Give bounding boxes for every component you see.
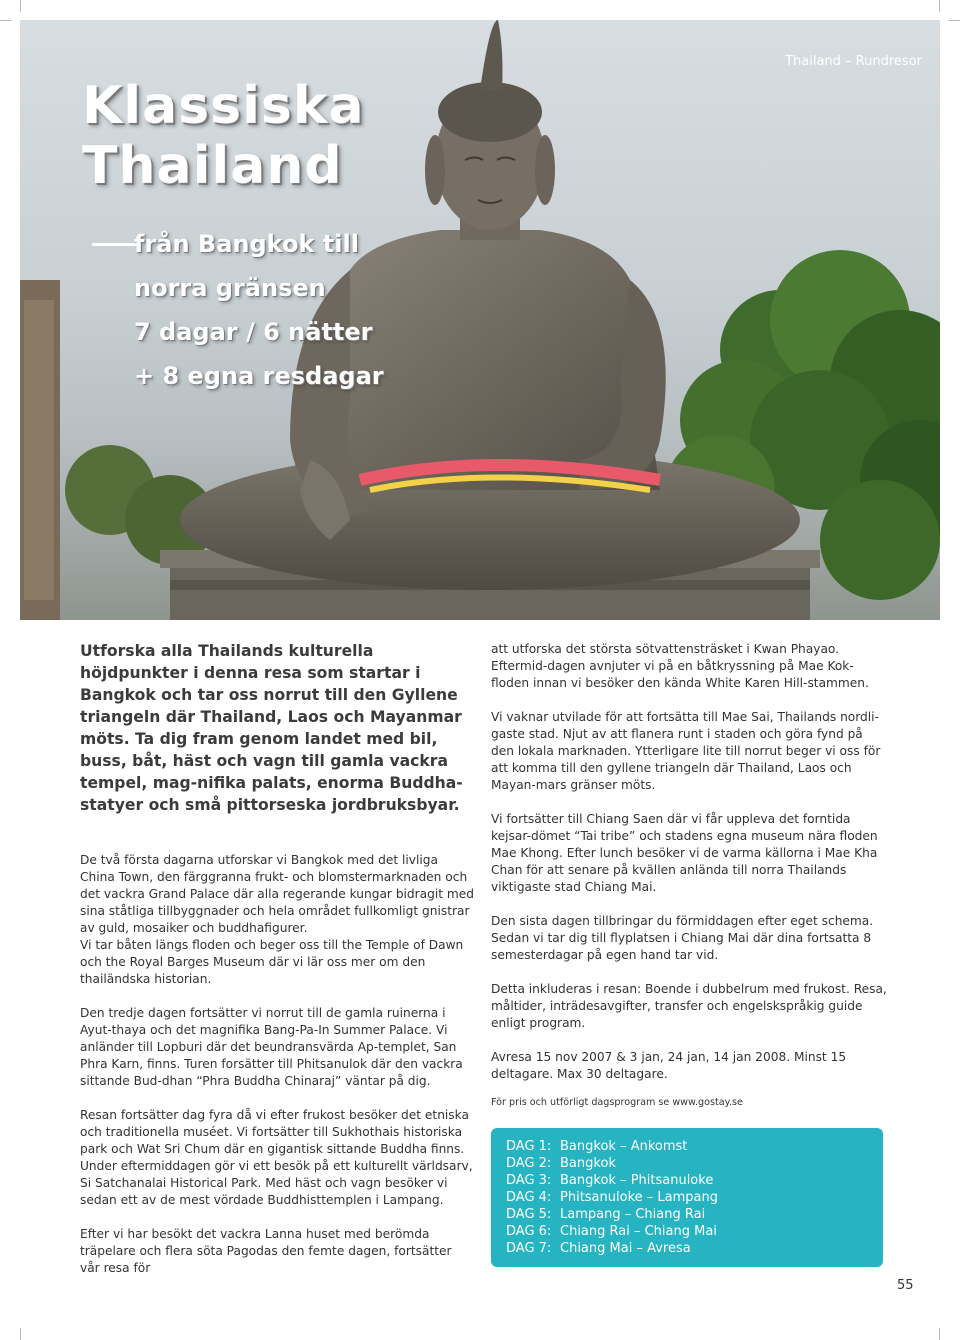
subtitle-dash [92,243,140,246]
itinerary-row [506,1206,705,1223]
paragraph: Vi vaknar utvilade för att fortsätta till Mae Sai, Thailands nordli-gaste stad. Njut av att flanera runt i staden och göra fynd på den lokala marknaden. Ytterligare lite till norrut beger vi oss för att komma till den gyllene triangeln där Thailand, Laos och Mayan-mars gränser möts. [491,710,881,792]
crop-mark [939,0,940,12]
crop-mark [0,20,12,21]
paragraph: De två första dagarna utforskar vi Bangkok med det livliga China Town, den färggranna frukt- och blomstermarknaden och det vackra Grand Palace där alla regerande kungar bidragit med sina ståtliga tillbyggnader och hela området fullkomligt gnistrar av guld, mosaiker och buddhafigurer. [80,853,475,935]
paragraph: Efter vi har besökt det vackra Lanna huset med berömda träpelare och flera söta Pagodas den femte dagen, fortsätter vår resa för [80,1227,452,1275]
day-label: DAG 2: [506,1156,552,1171]
paragraph: Den sista dagen tillbringar du förmiddagen efter eget schema. Sedan vi tar dig till flyplatsen i Chiang Mai där dina fortsatta 8 semesterdagar på egen hand tar vid. [491,914,874,962]
paragraph: att utforska det största sötvattensträsket i Kwan Phayao. Eftermid-dagen avnjuter vi på en båtkryssning på Mae Kok-floden innan vi besöker den kända White Karen Hill-stammen. [491,642,869,690]
page-title [82,76,365,196]
paragraph: Resan fortsätter dag fyra då vi efter frukost besöker det etniska och traditionella muséet. Vi fortsätter till Sukhothais historiska park och Wat Sri Chum där en gigantisk sittande Buddha finns. [80,1108,469,1156]
day-label: DAG 4: [506,1190,552,1205]
subtitle-line-1: från Bangkok till [134,230,359,258]
day-label: DAG 7: [506,1241,552,1256]
day-route: Chiang Mai – Avresa [560,1241,691,1256]
subtitle-line-3: 7 dagar / 6 nätter [134,318,373,346]
paragraph: Detta inkluderas i resan: Boende i dubbelrum med frukost. Resa, måltider, inträdesavgifter, transfer och engelskspråkig guide enligt program. [491,982,887,1030]
departure-info: Avresa 15 nov 2007 & 3 jan, 24 jan, 14 jan 2008. Minst 15 deltagare. Max 30 deltagare. [491,1050,847,1081]
itinerary-row [506,1155,616,1172]
crop-mark [939,1328,940,1340]
day-route: Bangkok – Phitsanuloke [560,1173,714,1188]
itinerary-row [506,1240,691,1257]
title-line-2: Thailand [82,136,343,196]
itinerary-row [506,1223,717,1240]
body-column-left [80,852,475,1294]
paragraph: Vi tar båten längs floden och beger oss till the Temple of Dawn och the Royal Barges Museum där vi lär oss mer om den thailändska historian. [80,938,464,986]
paragraph: Vi fortsätter till Chiang Saen där vi får uppleva det forntida kejsar-dömet “Tai tribe” och stadens egna museum nära floden Mae Khong. Efter lunch besöker vi de varma källorna i Mae Kha Chan för att senare på kvällen anlända till norra Thailands viktigaste stad Chiang Mai. [491,812,878,894]
body-column-right [491,641,889,1127]
title-line-1: Klassiska [82,76,365,136]
day-route: Lampang – Chiang Rai [560,1207,706,1222]
subtitle-line-4: + 8 egna resdagar [134,362,384,390]
crop-mark [20,0,21,12]
subtitle-line-2: norra gränsen [134,274,326,302]
day-route: Bangkok – Ankomst [560,1139,688,1154]
paragraph: Under eftermiddagen gör vi ett besök på ett kulturellt världsarv, Si Satchanalai Historical Park. Med häst och vagn besöker vi sedan ett av de mest vördade Buddhisttemplen i Lampang. [80,1159,473,1207]
crop-mark [20,1328,21,1340]
day-label: DAG 5: [506,1207,552,1222]
page-number: 55 [897,1278,914,1293]
day-label: DAG 6: [506,1224,552,1239]
lead-paragraph: Utforska alla Thailands kulturella höjdpunkter i denna resa som startar i Bangkok och tar oss norrut till den Gyllene triangeln där Thailand, Laos och Mayanmar möts. Ta dig fram genom landet med bil, buss, båt, häst och vagn till gamla vackra tempel, mag-nifika palats, enorma Buddha-statyer och små pittorseska jordbruksbyar. [80,642,463,814]
day-route: Chiang Rai – Chiang Mai [560,1224,717,1239]
day-route: Phitsanuloke – Lampang [560,1190,718,1205]
hero-photo [20,20,940,620]
day-label: DAG 1: [506,1139,552,1154]
page-subtitle [134,222,384,398]
itinerary-row [506,1189,718,1206]
itinerary-box [491,1128,883,1267]
crop-mark [948,20,960,21]
paragraph: Den tredje dagen fortsätter vi norrut till de gamla ruinerna i Ayut-thaya och det magnifika Bang-Pa-In Summer Palace. Vi anländer till Lopburi där det beundransvärda Ap-templet, San Phra Karn, finns. Turen forsätter till Phitsanulok där den vackra sittande Bud-dhan “Phra Buddha Chinaraj” väntar på dig. [80,1006,463,1088]
header-tagline: Thailand – Rundresor [785,54,922,69]
day-label: DAG 3: [506,1173,552,1188]
itinerary-row [506,1138,687,1155]
day-route: Bangkok [560,1156,616,1171]
itinerary-row [506,1172,713,1189]
contact-note: För pris och utförligt dagsprogram se www.gostay.se [491,1097,743,1108]
